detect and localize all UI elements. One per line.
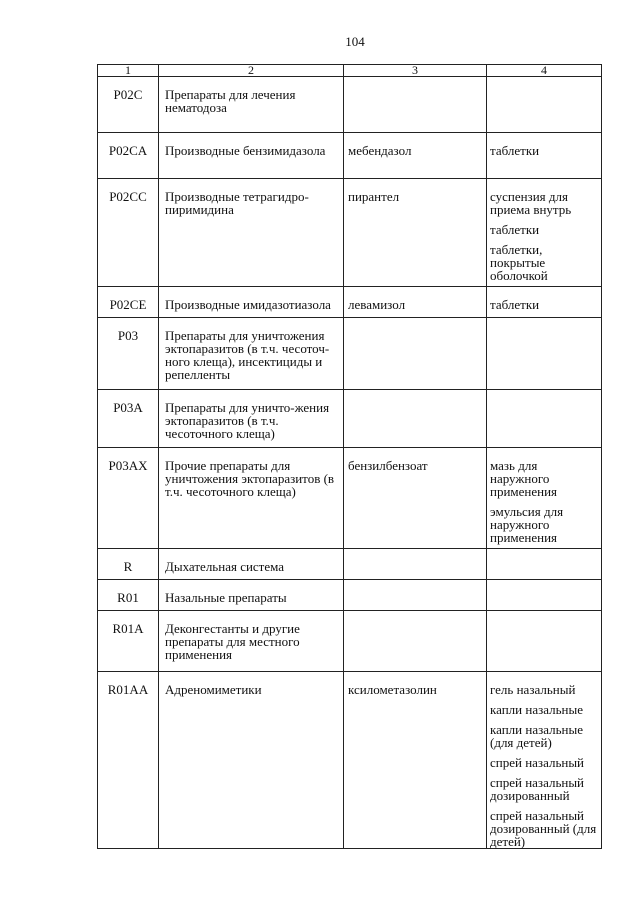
atc-code: P03 (98, 318, 159, 390)
dosage-form: капли назальные (для детей) (490, 722, 583, 750)
atc-code: R01AA (98, 672, 159, 849)
atc-code: P02CA (98, 133, 159, 179)
dosage-forms (487, 611, 602, 672)
dosage-forms (487, 179, 602, 287)
dosage-form: капли назальные (490, 702, 583, 717)
table-row (98, 611, 602, 672)
group-name: Назальные препараты (159, 580, 344, 611)
group-name: Производные имидазотиазола (159, 287, 344, 318)
drug-name: бензилбензоат (344, 448, 487, 549)
dosage-form: спрей назальный дозированный (490, 775, 585, 803)
atc-code: P03A (98, 390, 159, 448)
table-header-row (98, 65, 602, 77)
table-row (98, 77, 602, 133)
drug-name (344, 580, 487, 611)
column-number-2: 2 (159, 65, 344, 77)
dosage-forms (487, 287, 602, 318)
drug-name: левамизол (344, 287, 487, 318)
atc-code: R (98, 549, 159, 580)
table-row (98, 448, 602, 549)
drug-name (344, 318, 487, 390)
drug-name: ксилометазолин (344, 672, 487, 849)
drug-name (344, 611, 487, 672)
dosage-form: таблетки (490, 297, 540, 312)
dosage-form: таблетки (490, 222, 540, 237)
atc-code: P02CC (98, 179, 159, 287)
drug-name: пирантел (344, 179, 487, 287)
drug-name (344, 77, 487, 133)
atc-code: R01 (98, 580, 159, 611)
table-row (98, 287, 602, 318)
table-row (98, 318, 602, 390)
dosage-forms (487, 448, 602, 549)
group-name: Адреномиметики (159, 672, 344, 849)
group-name: Препараты для уничто-жения эктопаразитов (в т.ч. чесоточного клеща) (159, 390, 344, 448)
table-row (98, 133, 602, 179)
dosage-forms (487, 549, 602, 580)
dosage-form: эмульсия для наружного применения (490, 504, 564, 545)
group-name: Деконгестанты и другие препараты для местного применения (159, 611, 344, 672)
group-name: Препараты для лечения нематодоза (159, 77, 344, 133)
group-name: Препараты для уничтожения эктопаразитов (в т.ч. чесоточ-ного клеща), инсектициды и репелленты (159, 318, 344, 390)
table-row (98, 672, 602, 849)
dosage-form: спрей назальный дозированный (для детей) (490, 808, 597, 849)
atc-code: P03AX (98, 448, 159, 549)
table-row (98, 580, 602, 611)
drug-name (344, 390, 487, 448)
drug-name (344, 549, 487, 580)
table-row (98, 549, 602, 580)
atc-code: P02C (98, 77, 159, 133)
page-number: 104 (345, 34, 365, 49)
table-row (98, 179, 602, 287)
dosage-form: таблетки, покрытые оболочкой (490, 242, 548, 283)
column-number-3: 3 (344, 65, 487, 77)
table-row (98, 390, 602, 448)
drug-name: мебендазол (344, 133, 487, 179)
column-number-4: 4 (487, 65, 602, 77)
dosage-forms (487, 580, 602, 611)
dosage-form: гель назальный (490, 682, 576, 697)
dosage-form: суспензия для приема внутрь (490, 189, 572, 217)
dosage-form: мазь для наружного применения (490, 458, 558, 499)
atc-code: P02CE (98, 287, 159, 318)
dosage-form: таблетки (490, 143, 540, 158)
dosage-forms (487, 133, 602, 179)
group-name: Производные бензимидазола (159, 133, 344, 179)
dosage-forms (487, 672, 602, 849)
group-name: Дыхательная система (159, 549, 344, 580)
drug-classification-table (97, 64, 602, 849)
group-name: Производные тетрагидро-пиримидина (159, 179, 344, 287)
dosage-forms (487, 77, 602, 133)
dosage-forms (487, 318, 602, 390)
atc-code: R01A (98, 611, 159, 672)
group-name: Прочие препараты для уничтожения эктопаразитов (в т.ч. чесоточного клеща) (159, 448, 344, 549)
dosage-form: спрей назальный (490, 755, 585, 770)
dosage-forms (487, 390, 602, 448)
column-number-1: 1 (98, 65, 159, 77)
